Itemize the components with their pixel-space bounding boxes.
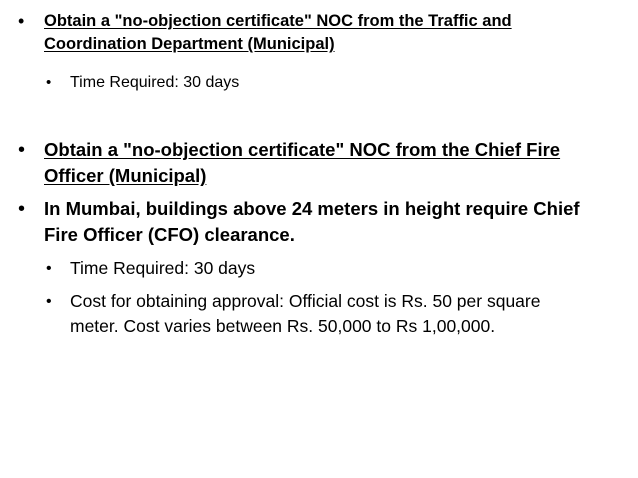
bullet-dot-icon: • [18,11,25,31]
bullet-mumbai-cfo [18,196,618,248]
sub-bullet-text-fire-cost: Cost for obtaining approval: Official cost is Rs. 50 per square meter. Cost varies between Rs. 50,000 to Rs 1,00,000. [70,291,541,336]
sub-bullet-fire-time [46,256,616,281]
bullet-dot-icon: • [18,139,26,161]
sub-bullet-text-fire-time: Time Required: 30 days [70,258,256,278]
bullet-text-mumbai-cfo: In Mumbai, buildings above 24 meters in height require Chief Fire Officer (CFO) clearance. [44,198,580,245]
sub-bullet-fire-cost [46,289,576,339]
bullet-traffic-noc [18,10,608,56]
bullet-fire-noc [18,137,618,189]
bullet-dot-icon: • [18,198,26,220]
bullet-dot-icon: • [46,74,52,91]
bullet-text-traffic-noc: Obtain a "no-objection certificate" NOC from the Traffic and Coordination Department (Municipal) [44,12,512,53]
bullet-text-fire-noc: Obtain a "no-objection certificate" NOC from the Chief Fire Officer (Municipal) [44,139,561,186]
sub-bullet-traffic-time [46,72,606,94]
bullet-dot-icon: • [46,293,52,310]
sub-bullet-text-traffic-time: Time Required: 30 days [70,74,240,91]
bullet-dot-icon: • [46,260,52,277]
